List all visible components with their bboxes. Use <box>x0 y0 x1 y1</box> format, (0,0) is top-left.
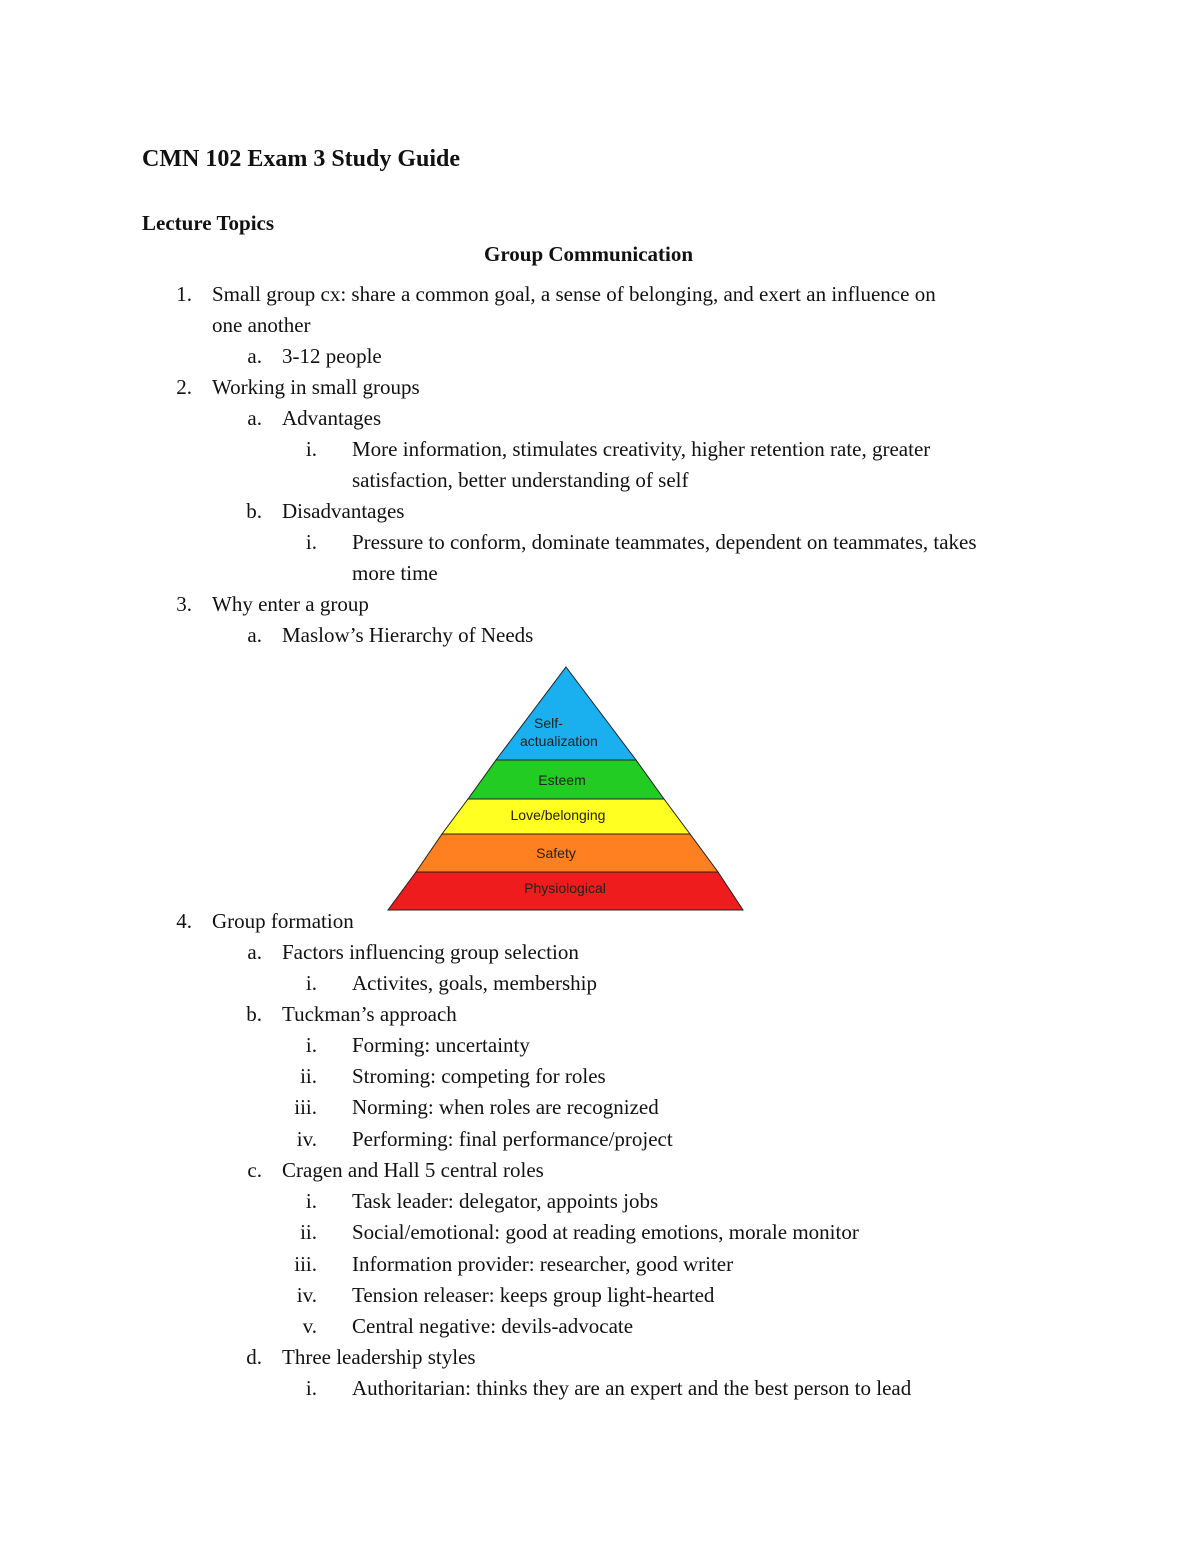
list-item-text: Factors influencing group selection <box>282 940 579 964</box>
pyramid-label: Physiological <box>524 880 606 896</box>
list-item-text: Stroming: competing for roles <box>352 1064 606 1088</box>
list-marker: 3. <box>176 592 192 616</box>
list-item-text: one another <box>212 313 311 337</box>
list-item-text: 3-12 people <box>282 344 382 368</box>
list-item-text: Tuckman’s approach <box>282 1002 457 1026</box>
subheading: Group Communication <box>484 242 694 266</box>
pyramid-label: Self- <box>534 715 563 731</box>
pyramid-level-physiological <box>388 872 743 910</box>
list-item-text: Small group cx: share a common goal, a sense of belonging, and exert an influence on <box>212 282 936 306</box>
list-item-text: Three leadership styles <box>282 1345 476 1369</box>
pyramid-level-self-actualization <box>496 667 636 760</box>
list-marker: i. <box>305 437 317 461</box>
list-marker: i. <box>305 1189 317 1213</box>
list-marker: i. <box>305 1033 317 1057</box>
maslow-pyramid-diagram <box>386 665 746 913</box>
list-marker: a. <box>247 623 262 647</box>
list-item-text: more time <box>352 561 438 585</box>
pyramid-level-esteem <box>468 760 664 799</box>
list-item-text: Task leader: delegator, appoints jobs <box>352 1189 659 1213</box>
list-item-text: Authoritarian: thinks they are an expert and the best person to lead <box>352 1376 912 1400</box>
list-item-text: Why enter a group <box>212 592 369 616</box>
list-marker: b. <box>246 499 262 523</box>
list-marker: c. <box>247 1158 262 1182</box>
list-item-text: Social/emotional: good at reading emotions, morale monitor <box>352 1220 859 1244</box>
list-item-text: Group formation <box>212 909 354 933</box>
list-item-text: Maslow’s Hierarchy of Needs <box>282 623 534 647</box>
list-marker: iii. <box>294 1095 317 1119</box>
pyramid-label: Safety <box>536 845 576 861</box>
list-item-text: satisfaction, better understanding of self <box>352 468 689 492</box>
list-item-text: More information, stimulates creativity, higher retention rate, greater <box>352 437 931 461</box>
list-item-text: Cragen and Hall 5 central roles <box>282 1158 544 1182</box>
pyramid-label: actualization <box>520 733 598 749</box>
list-marker: b. <box>246 1002 262 1026</box>
list-item-text: Disadvantages <box>282 499 405 523</box>
document-title: CMN 102 Exam 3 Study Guide <box>142 146 461 172</box>
list-item-text: Central negative: devils-advocate <box>352 1314 634 1338</box>
pyramid-label: Esteem <box>538 772 586 788</box>
list-marker: a. <box>247 344 262 368</box>
list-marker: ii. <box>300 1064 317 1088</box>
pyramid-level-love-belonging <box>442 799 690 834</box>
list-item-text: Tension releaser: keeps group light-hearted <box>352 1283 715 1307</box>
list-marker: 1. <box>176 282 192 306</box>
list-item-text: Activites, goals, membership <box>352 971 597 995</box>
list-marker: i. <box>305 971 317 995</box>
list-item-text: Forming: uncertainty <box>352 1033 530 1057</box>
list-item-text: Advantages <box>282 406 382 430</box>
list-marker: v. <box>302 1314 317 1338</box>
list-marker: a. <box>247 940 262 964</box>
list-marker: d. <box>246 1345 262 1369</box>
list-marker: iii. <box>294 1252 317 1276</box>
list-marker: 2. <box>176 375 192 399</box>
list-item-text: Performing: final performance/project <box>352 1127 673 1151</box>
pyramid-level-safety <box>416 834 718 872</box>
list-item-text: Norming: when roles are recognized <box>352 1095 659 1119</box>
list-marker: a. <box>247 406 262 430</box>
list-item-text: Working in small groups <box>212 375 420 399</box>
list-item-text: Information provider: researcher, good writer <box>352 1252 734 1276</box>
list-marker: 4. <box>176 909 192 933</box>
list-marker: iv. <box>296 1283 317 1307</box>
pyramid-label: Love/belonging <box>510 807 606 823</box>
list-item-text: Pressure to conform, dominate teammates, dependent on teammates, takes <box>352 530 977 554</box>
list-marker: iv. <box>296 1127 317 1151</box>
list-marker: i. <box>305 1376 317 1400</box>
list-marker: ii. <box>300 1220 317 1244</box>
section-heading: Lecture Topics <box>142 211 275 235</box>
list-marker: i. <box>305 530 317 554</box>
